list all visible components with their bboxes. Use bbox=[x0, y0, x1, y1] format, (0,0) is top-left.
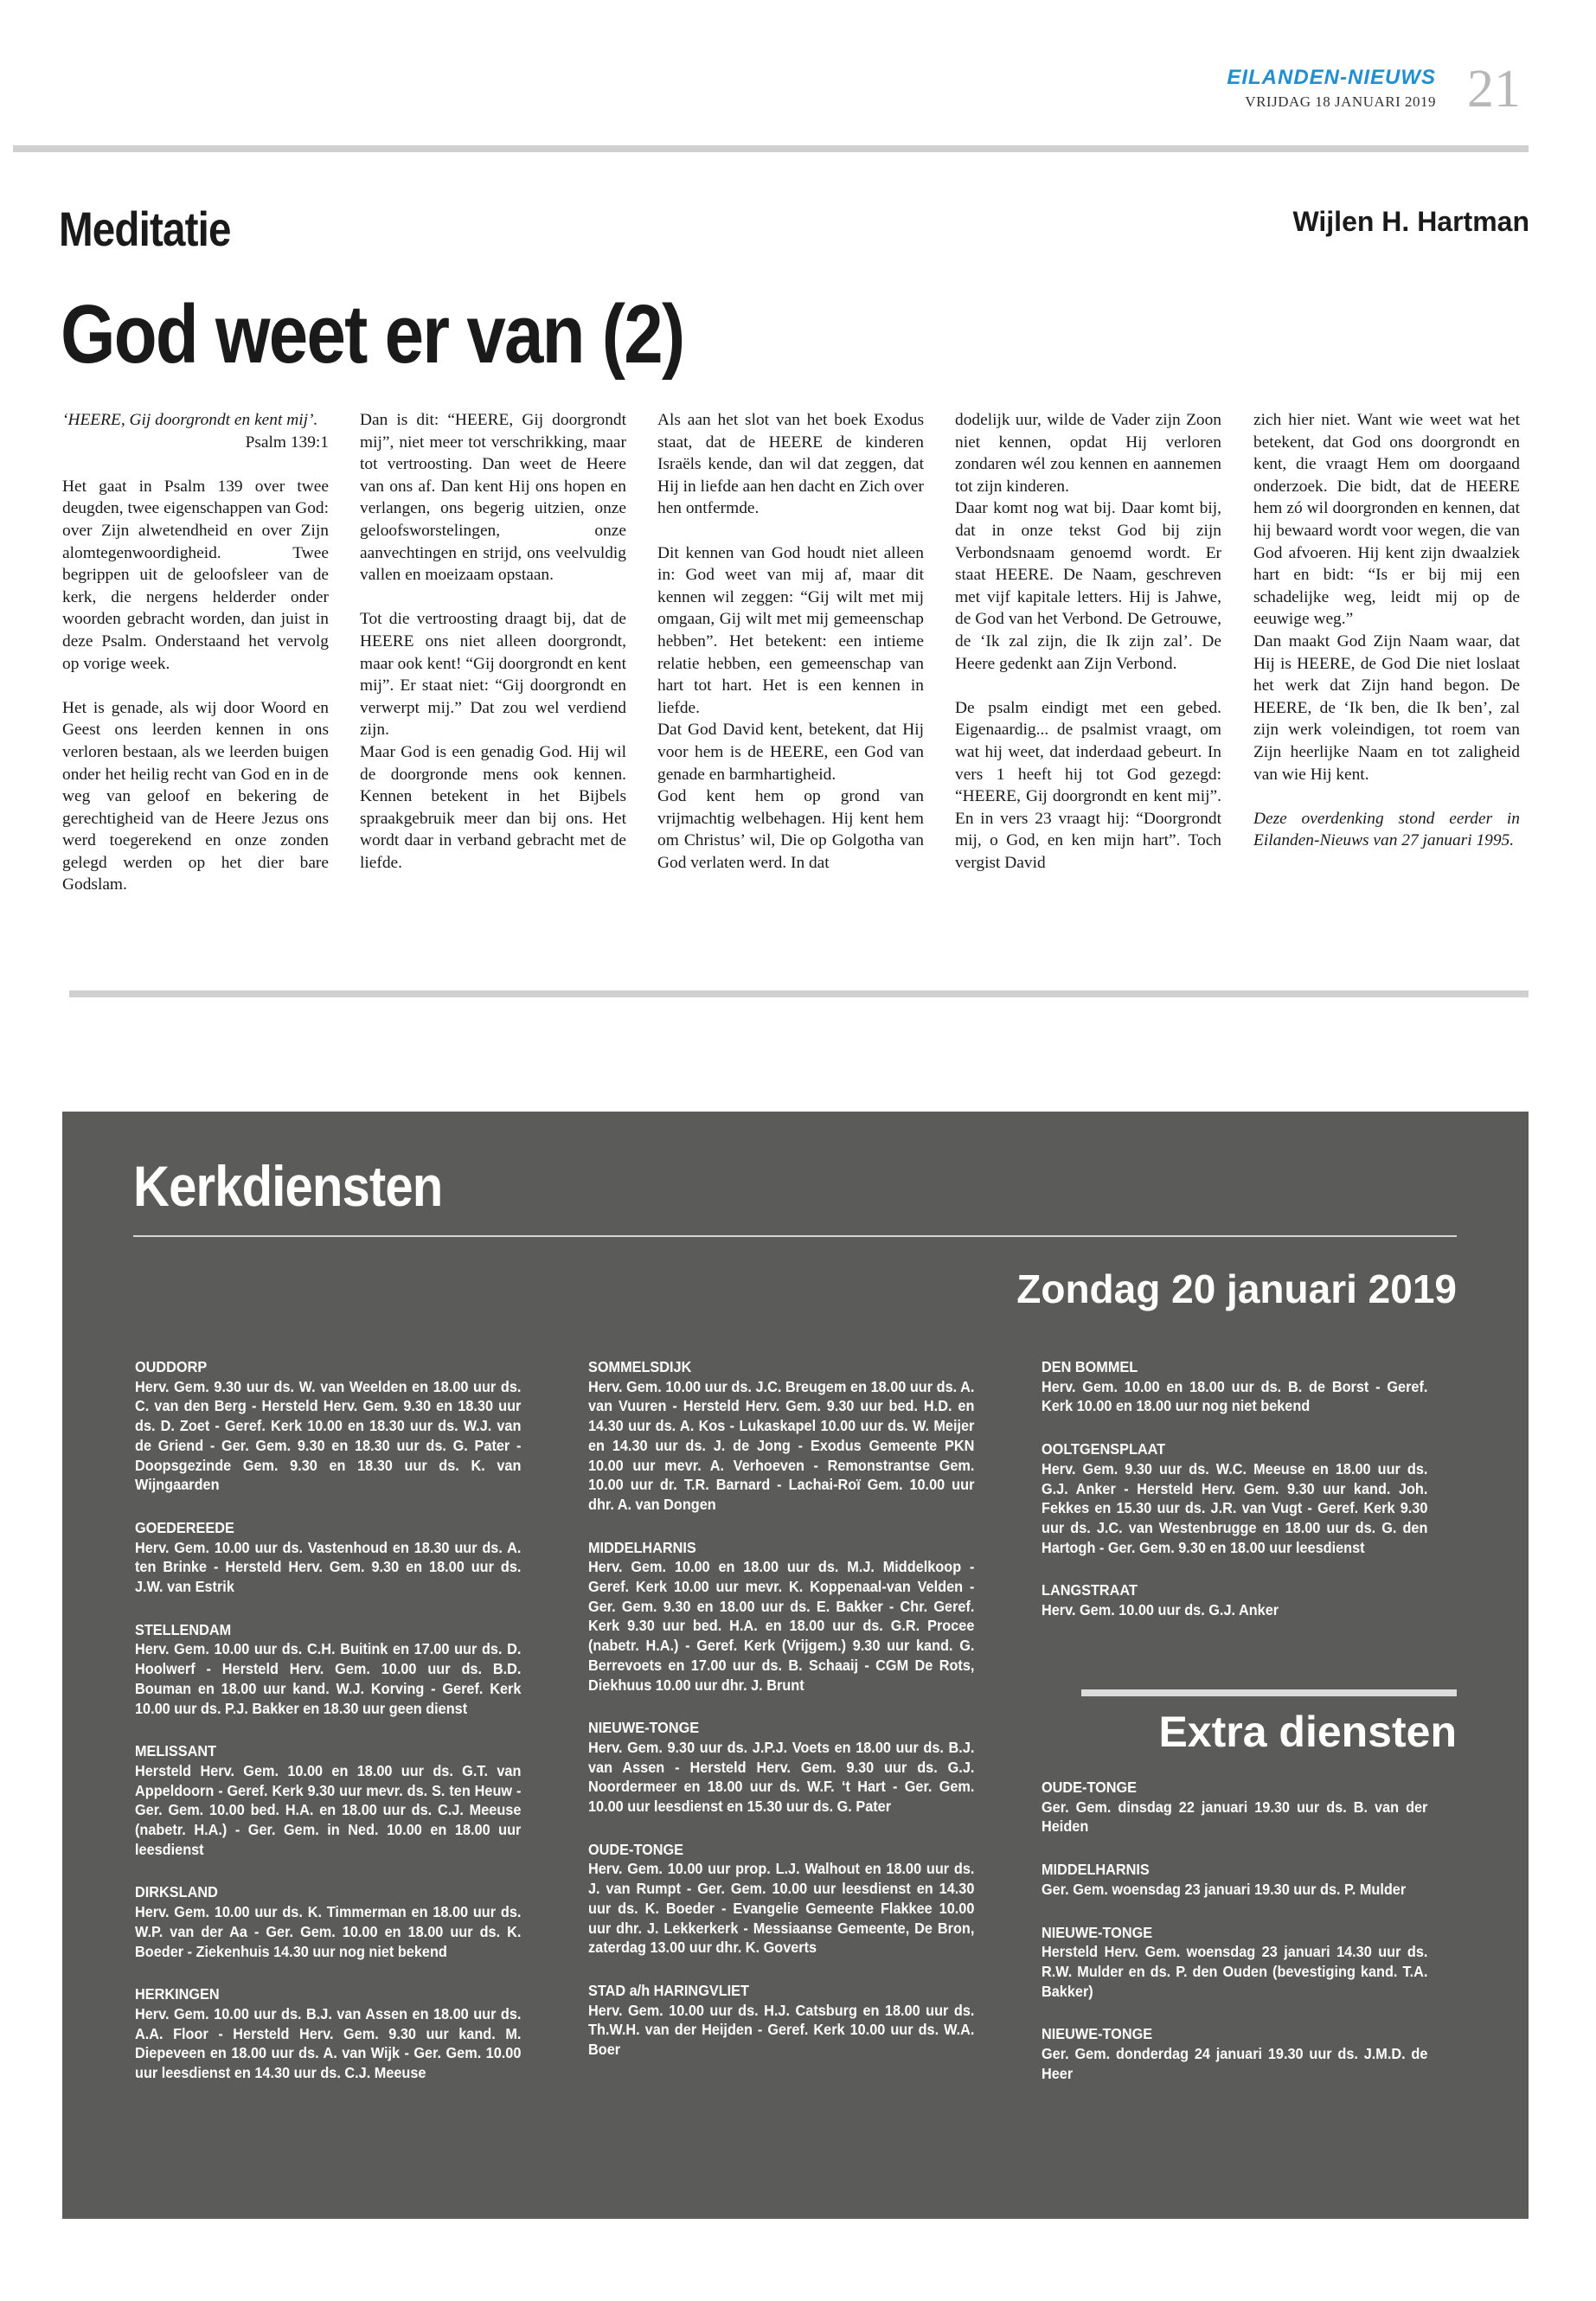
place-name: STELLENDAM bbox=[135, 1620, 232, 1638]
place-name: MELISSANT bbox=[135, 1742, 217, 1760]
paragraph: Dan maakt God Zijn Naam waar, dat Hij is HEERE, de God Die niet loslaat het werk dat Zijn hand begon. De HEERE, de ‘Ik ben, die Ik ben’, zal zijn werk voleindigen, tot roem van Zijn heerlijke Naam en tot zaligheid van wie Hij kent. bbox=[1253, 631, 1520, 784]
paragraph: Maar God is een genadig God. Hij wil de doorgronde mens ook kennen. Kennen betekent in het Bijbels spraakgebruik meer dan bij ons. Het wordt daar in verband gebracht met de liefde. bbox=[360, 742, 626, 872]
paragraph: Tot die vertroosting draagt bij, dat de HEERE ons niet alleen doorgrondt, maar ook kent! “Gij doorgrondt en kent mij”. Er staat niet: “Gij doorgrondt en verwerpt mij.” Dat zou wel verdiend zijn. bbox=[360, 610, 626, 740]
service-text: Ger. Gem. dinsdag 22 januari 19.30 uur ds. B. van der Heiden bbox=[1042, 1798, 1428, 1836]
paragraph: Het is genade, als wij door Woord en Geest ons leerden kennen in ons verloren bestaan, als we leerden buigen onder het heilig recht van God en in de weg van geloof en bekering de gerechtigheid van de Heere Jezus ons werd toegerekend en onze zonden gelegd werden op het dier bare Godslam. bbox=[62, 698, 329, 894]
service-listing bbox=[588, 1981, 974, 2060]
place-name: GOEDEREEDE bbox=[135, 1518, 234, 1536]
place-name: NIEUWE-TONGE bbox=[1042, 2025, 1153, 2043]
place-name: NIEUWE-TONGE bbox=[1042, 1923, 1153, 1941]
editor-note: Deze overdenking stond eerder in Eilanden-Nieuws van 27 januari 1995. bbox=[1253, 809, 1520, 850]
paragraph: zich hier niet. Want wie weet wat het betekent, dat God ons doorgrondt en kent, die vraagt Hem om doorgaand onderzoek. Die bidt, dat de HEERE hem zó wil doorgronden en kennen, dat hij bewaard wordt voor wegen, die van God afvoeren. Hij kent zijn dwaalziek hart en bidt: “Is er bij mij een schadelijke weg, leidt mij op de eeuwige weg.” bbox=[1253, 411, 1520, 629]
service-text: Ger. Gem. woensdag 23 januari 19.30 uur ds. P. Mulder bbox=[1042, 1880, 1407, 1898]
service-text: Herv. Gem. 10.00 uur ds. Vastenhoud en 18.30 uur ds. A. ten Brinke - Hersteld Herv. Gem. 9.30 en 18.00 uur ds. J.W. van Estrik bbox=[135, 1538, 522, 1596]
service-listing bbox=[135, 1518, 521, 1597]
masthead bbox=[1151, 66, 1436, 111]
service-text: Hersteld Herv. Gem. woensdag 23 januari 14.30 uur ds. R.W. Mulder en ds. P. den Ouden (bevestiging kand. T.A. Bakker) bbox=[1042, 1943, 1428, 2000]
place-name: NIEUWE-TONGE bbox=[588, 1719, 700, 1737]
article-body bbox=[62, 409, 1529, 894]
service-text: Herv. Gem. 10.00 uur ds. C.H. Buitink en 17.00 uur ds. D. Hoolwerf - Hersteld Herv. Gem. 10.00 uur ds. B.D. Bouman en 18.00 uur kand. W.J. Korving - Geref. Kerk 10.00 uur ds. P.J. Bakker en 18.30 uur geen dienst bbox=[135, 1640, 522, 1717]
service-text: Herv. Gem. 10.00 en 18.00 uur ds. B. de Borst - Geref. Kerk 10.00 en 18.00 uur nog niet bekend bbox=[1042, 1377, 1428, 1415]
service-listing bbox=[1042, 1860, 1427, 1899]
service-text: Herv. Gem. 10.00 uur ds. K. Timmerman en 18.00 uur ds. W.P. van der Aa - Ger. Gem. 10.00 en 18.00 uur ds. K. Boeder - Ziekenhuis 14.30 uur nog niet bekend bbox=[135, 1903, 522, 1960]
article-column-4 bbox=[955, 409, 1221, 896]
place-name: MIDDELHARNIS bbox=[588, 1538, 696, 1556]
service-text: Ger. Gem. donderdag 24 januari 19.30 uur ds. J.M.D. de Heer bbox=[1042, 2045, 1428, 2082]
services-column-2 bbox=[588, 1357, 974, 2083]
service-text: Herv. Gem. 10.00 uur ds. B.J. van Assen en 18.00 uur ds. A.A. Floor - Hersteld Herv. Gem. 9.30 uur kand. M. Diepeveen en 18.00 uur ds. A. van Wijk - Ger. Gem. 10.00 uur leesdienst en 14.30 uur ds. C.J. Meeuse bbox=[135, 2004, 522, 2082]
service-listing bbox=[588, 1718, 974, 1817]
service-listing bbox=[588, 1840, 974, 1958]
church-services-panel bbox=[62, 1112, 1529, 2219]
author-byline: Wijlen H. Hartman bbox=[1292, 206, 1529, 237]
service-listing bbox=[588, 1538, 974, 1695]
extra-services-column bbox=[1042, 1778, 1427, 2106]
service-text: Herv. Gem. 10.00 uur ds. G.J. Anker bbox=[1042, 1601, 1279, 1619]
article-column-2 bbox=[360, 409, 626, 896]
place-name: MIDDELHARNIS bbox=[1042, 1861, 1150, 1879]
article-column-1 bbox=[62, 409, 329, 919]
service-listing bbox=[1042, 1778, 1427, 1836]
paragraph: dodelijk uur, wilde de Vader zijn Zoon niet kennen, opdat Hij verloren zondaren wél zou kennen en aannemen tot zijn kinderen. bbox=[955, 411, 1221, 496]
section-label: Meditatie bbox=[59, 202, 231, 256]
section-divider bbox=[69, 990, 1529, 997]
service-listing bbox=[1042, 1439, 1427, 1557]
article-column-3 bbox=[657, 409, 924, 896]
paragraph: Daar komt nog wat bij. Daar komt bij, dat in onze tekst God bij zijn Verbondsnaam genoemd wordt. Er staat HEERE. De Naam, geschreven met vijf kapitale letters. Hij is Jahwe, de God van het Verbond. De Getrouwe, de ‘Ik zal zijn, die Ik zijn zal’. De Heere gedenkt aan Zijn Verbond. bbox=[955, 499, 1221, 673]
page-number: 21 bbox=[1467, 60, 1521, 119]
paragraph: God kent hem op grond van vrijmachtig welbehagen. Hij kent hem om Christus’ wil, Die op Golgotha van God verlaten werd. In dat bbox=[657, 787, 924, 872]
service-text: Hersteld Herv. Gem. 10.00 en 18.00 uur ds. G.T. van Appeldoorn - Geref. Kerk 9.30 uur mevr. ds. S. ten Heuw - Ger. Gem. 10.00 bed. H.A. en 18.00 uur ds. C.J. Meeuse (nabetr. H.A.) - Ger. Gem. in Ned. 10.00 en 18.00 uur leesdienst bbox=[135, 1761, 522, 1858]
service-text: Herv. Gem. 10.00 uur ds. J.C. Breugem en 18.00 uur ds. A. van Vuuren - Hersteld Herv. Gem. 9.30 uur bed. H.D. en 14.30 uur ds. A. Kos - Lukaskapel 10.00 uur ds. W. Meijer en 14.30 uur ds. J. de Jong - Exodus Gemeente PKN 10.00 uur mevr. A. Verhoeven - Remonstrantse Gem. 10.00 uur dr. T.R. Barnard - Lachai-Roï Gem. 10.00 uur dhr. A. van Dongen bbox=[588, 1377, 975, 1513]
services-column-3 bbox=[1042, 1357, 1427, 1644]
place-name: STAD a/h HARINGVLIET bbox=[588, 1981, 749, 1999]
place-name: LANGSTRAAT bbox=[1042, 1581, 1138, 1599]
service-text: Herv. Gem. 10.00 en 18.00 uur ds. M.J. Middelkoop - Geref. Kerk 10.00 uur mevr. K. Koppenaal-van Velden - Ger. Gem. 9.30 en 18.00 uur ds. E. Bakker - Chr. Geref. Kerk 9.30 uur bed. H.A. en 18.00 uur ds. G.R. Procee (nabetr. H.A.) - Geref. Kerk (Vrijgem.) 9.30 uur kand. G. Berrevoets en 17.00 uur ds. B. Schaaij - CGM De Rots, Diekhuus 10.00 uur dhr. J. Brunt bbox=[588, 1558, 975, 1694]
place-name: OUDE-TONGE bbox=[588, 1840, 684, 1858]
place-name: DEN BOMMEL bbox=[1042, 1358, 1138, 1375]
place-name: OUDE-TONGE bbox=[1042, 1779, 1138, 1796]
service-text: Herv. Gem. 9.30 uur ds. W. van Weelden en 18.00 uur ds. C. van den Berg - Hersteld Herv. Gem. 9.30 en 18.30 uur ds. D. Zoet - Geref. Kerk 10.00 en 18.30 uur ds. W.J. van de Griend - Ger. Gem. 9.30 en 18.30 uur ds. G. Pater - Doopsgezinde Gem. 9.30 en 18.30 uur ds. K. van Wijngaarden bbox=[135, 1377, 522, 1494]
top-divider bbox=[13, 145, 1529, 152]
service-listing bbox=[1042, 1357, 1427, 1416]
service-listing bbox=[1042, 2024, 1427, 2083]
services-title: Kerkdiensten bbox=[133, 1154, 443, 1218]
service-listing bbox=[135, 1984, 521, 2083]
service-listing bbox=[1042, 1923, 1427, 2002]
paragraph: Het gaat in Psalm 139 over twee deugden, twee eigenschappen van God: over Zijn alwetendheid en over Zijn alomtegenwoordigheid. Twee begrippen uit de geloofsleer van de kerk, die nergens helderder onder woorden gebracht worden, dan juist in deze Psalm. Onderstaand het vervolg op vorige week. bbox=[62, 477, 329, 673]
extra-services-rule bbox=[1081, 1689, 1457, 1696]
service-listing bbox=[588, 1357, 974, 1515]
paragraph: Dit kennen van God houdt niet alleen in: God weet van mij af, maar dit kennen wil zeggen: “Gij wilt met mij omgaan, Gij wilt met mij gemeenschap hebben”. Het betekent: een intieme relatie hebben, een gemeenschap van hart tot hart. Het is een kennen in liefde. bbox=[657, 543, 924, 717]
place-name: DIRKSLAND bbox=[135, 1883, 218, 1901]
paragraph: Dat God David kent, betekent, dat Hij voor hem is de HEERE, een God van genade en barmhartigheid. bbox=[657, 721, 924, 784]
service-listing bbox=[135, 1620, 521, 1719]
brand-logo: EILANDEN-NIEUWS bbox=[1227, 66, 1436, 89]
bible-reference: Psalm 139:1 bbox=[245, 433, 329, 452]
article-column-5 bbox=[1253, 409, 1520, 874]
service-listing bbox=[135, 1741, 521, 1859]
services-date: Zondag 20 januari 2019 bbox=[1016, 1266, 1457, 1311]
issue-date: VRIJDAG 18 JANUARI 2019 bbox=[1245, 93, 1436, 110]
service-listing bbox=[1042, 1580, 1427, 1619]
place-name: OOLTGENSPLAAT bbox=[1042, 1440, 1166, 1458]
service-listing bbox=[135, 1882, 521, 1961]
service-text: Herv. Gem. 10.00 uur prop. L.J. Walhout en 18.00 uur ds. J. van Rumpt - Ger. Gem. 10.00 uur leesdienst en 14.30 uur ds. K. Boeder - Evangelie Gemeente Flakkee 10.00 uur dhr. J. Lekkerkerk - Messiaanse Gemeente, De Bron, zaterdag 13.00 uur dhr. K. Goverts bbox=[588, 1860, 975, 1957]
extra-services-title: Extra diensten bbox=[1158, 1708, 1457, 1756]
services-title-rule bbox=[133, 1235, 1457, 1237]
paragraph: Dan is dit: “HEERE, Gij doorgrondt mij”, niet meer tot verschrikking, maar tot vertroosting. Dan weet de Heere van ons af. Dan kent Hij ons hopen en verlangen, ons begerig uitzien, onze geloofsworstelingen, onze aanvechtingen en strijd, ons veelvuldig vallen en moeizaam opstaan. bbox=[360, 411, 626, 585]
service-listing bbox=[135, 1357, 521, 1495]
place-name: OUDDORP bbox=[135, 1358, 208, 1375]
place-name: HERKINGEN bbox=[135, 1985, 220, 2003]
paragraph: Als aan het slot van het boek Exodus staat, dat de HEERE de kinderen Israëls kende, dan wil dat zeggen, dat Hij in liefde aan hen dacht en Zich over hen ontfermde. bbox=[657, 411, 924, 518]
place-name: SOMMELSDIJK bbox=[588, 1358, 692, 1375]
service-text: Herv. Gem. 9.30 uur ds. J.P.J. Voets en 18.00 uur ds. B.J. van Assen - Hersteld Herv. Gem. 9.30 uur ds. G.J. Noordermeer en 18.00 uur ds. W.F. ‘t Hart - Ger. Gem. 10.00 uur leesdienst en 15.30 uur ds. G. Pater bbox=[588, 1738, 975, 1816]
headline: God weet er van (2) bbox=[61, 288, 684, 381]
service-text: Herv. Gem. 10.00 uur ds. H.J. Catsburg en 18.00 uur ds. Th.W.H. van der Heijden - Geref. Kerk 10.00 uur ds. W.A. Boer bbox=[588, 2001, 975, 2059]
bible-quote: ‘HEERE, Gij doorgrondt en kent mij’. bbox=[62, 411, 318, 429]
services-column-1 bbox=[135, 1357, 521, 2106]
service-text: Herv. Gem. 9.30 uur ds. W.C. Meeuse en 18.00 uur ds. G.J. Anker - Hersteld Herv. Gem. 9.30 uur kand. Joh. Fekkes en 15.30 uur ds. J.R. van Vugt - Geref. Kerk 9.30 uur ds. J.C. van Westenbrugge en 18.00 uur ds. G. den Hartogh - Ger. Gem. 9.30 en 18.00 uur leesdienst bbox=[1042, 1459, 1428, 1556]
paragraph: De psalm eindigt met een gebed. Eigenaardig... de psalmist vraagt, om wat hij weet, dat inderdaad gebeurt. In vers 1 heeft hij tot God gezegd: “HEERE, Gij doorgrondt en kent mij”. En in vers 23 vraagt hij: “Doorgrondt mij, o God, en ken mijn hart”. Toch vergist David bbox=[955, 698, 1221, 872]
